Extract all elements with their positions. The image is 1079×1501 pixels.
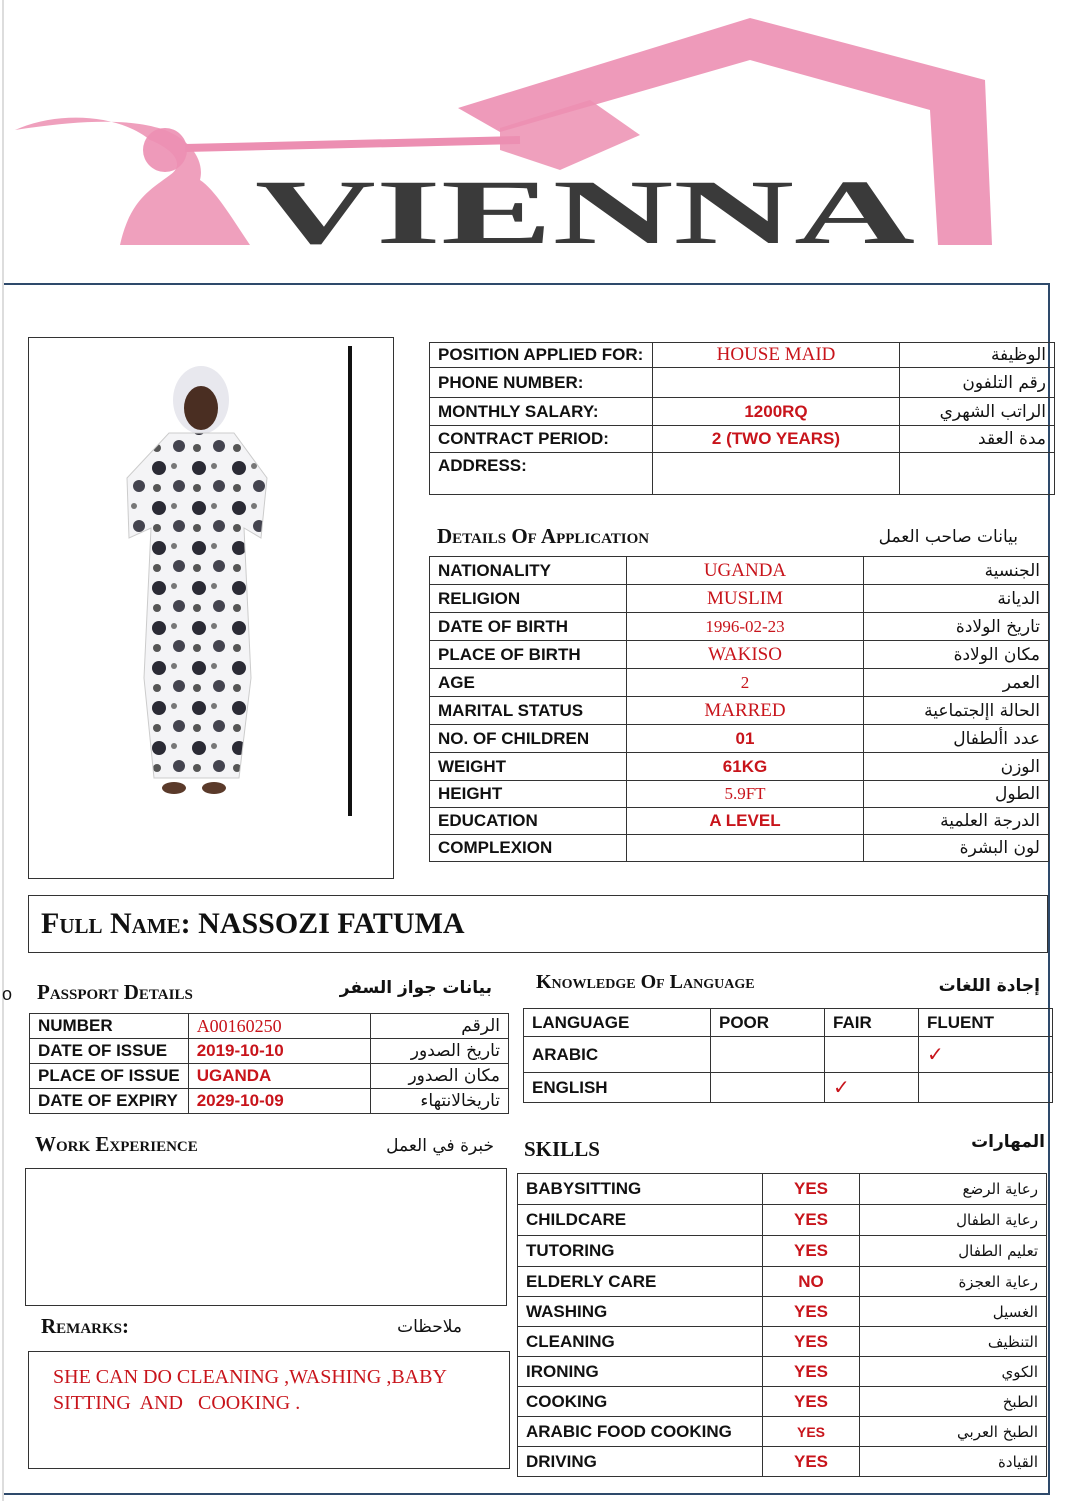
work-heading: Work Experience bbox=[35, 1132, 198, 1156]
complexion-value bbox=[627, 835, 864, 862]
details-heading-ar: بيانات صاحب العمل bbox=[878, 527, 1018, 547]
remarks-heading: Remarks: bbox=[41, 1314, 129, 1338]
table-row bbox=[30, 1064, 509, 1089]
remarks-line-1: SHE CAN DO CLEANING ,WASHING ,BABY bbox=[53, 1366, 447, 1388]
table-row bbox=[430, 613, 1049, 641]
page-bottom-rule bbox=[4, 1493, 1050, 1495]
table-row bbox=[30, 1014, 509, 1039]
position-ar: الوظيفة bbox=[900, 343, 1055, 368]
table-row bbox=[518, 1447, 1047, 1477]
table-row bbox=[30, 1089, 509, 1114]
contract-label: CONTRACT PERIOD: bbox=[430, 426, 653, 453]
passport-heading-ar: بيانات جواز السفر bbox=[339, 978, 492, 998]
children-ar: عدد األطفال bbox=[864, 725, 1049, 753]
skill-value: YES bbox=[763, 1236, 860, 1267]
address-value bbox=[653, 453, 900, 495]
passport-heading: Passport Details bbox=[37, 980, 193, 1004]
position-table bbox=[429, 342, 1055, 495]
skill-label: IRONING bbox=[518, 1357, 763, 1387]
table-row bbox=[430, 781, 1049, 808]
language-table bbox=[523, 1008, 1053, 1103]
education-ar: الدرجة العلمية bbox=[864, 808, 1049, 835]
table-row bbox=[30, 1039, 509, 1064]
weight-label: WEIGHT bbox=[430, 753, 627, 781]
lang-arabic-poor bbox=[711, 1037, 825, 1073]
issue-place-value: UGANDA bbox=[188, 1064, 370, 1089]
table-row bbox=[430, 453, 1055, 495]
skill-label: DRIVING bbox=[518, 1447, 763, 1477]
logo-brand-text: VIENNA bbox=[255, 161, 915, 263]
table-row bbox=[430, 725, 1049, 753]
pob-value: WAKISO bbox=[627, 641, 864, 669]
details-heading: Details Of Application bbox=[437, 524, 650, 548]
skill-label: CHILDCARE bbox=[518, 1205, 763, 1236]
salary-label: MONTHLY SALARY: bbox=[430, 398, 653, 426]
lang-english: ENGLISH bbox=[524, 1073, 711, 1103]
lang-col-poor: POOR bbox=[711, 1009, 825, 1037]
lang-col-fair: FAIR bbox=[825, 1009, 919, 1037]
expiry-value: 2029-10-09 bbox=[188, 1089, 370, 1114]
lang-english-fluent bbox=[919, 1073, 1053, 1103]
passport-number-value: A00160250 bbox=[188, 1014, 370, 1039]
religion-label: RELIGION bbox=[430, 585, 627, 613]
lang-english-poor bbox=[711, 1073, 825, 1103]
contract-ar: مدة العقد bbox=[900, 426, 1055, 453]
phone-ar: رقم التلفون bbox=[900, 368, 1055, 398]
skill-value: YES bbox=[763, 1174, 860, 1205]
age-value: 2 bbox=[627, 669, 864, 697]
salary-value: 1200RQ bbox=[653, 398, 900, 426]
passport-table bbox=[29, 1013, 509, 1114]
skill-value: NO bbox=[763, 1267, 860, 1297]
table-row bbox=[518, 1297, 1047, 1327]
height-value: 5.9FT bbox=[627, 781, 864, 808]
work-heading-ar: خبرة في العمل bbox=[386, 1136, 494, 1156]
skill-label: COOKING bbox=[518, 1387, 763, 1417]
table-row bbox=[430, 641, 1049, 669]
issue-place-label: PLACE OF ISSUE bbox=[30, 1064, 189, 1089]
children-value: 01 bbox=[627, 725, 864, 753]
skill-value: YES bbox=[763, 1387, 860, 1417]
dob-label: DATE OF BIRTH bbox=[430, 613, 627, 641]
skill-label: WASHING bbox=[518, 1297, 763, 1327]
children-label: NO. OF CHILDREN bbox=[430, 725, 627, 753]
complexion-label: COMPLEXION bbox=[430, 835, 627, 862]
phone-value bbox=[653, 368, 900, 398]
table-row bbox=[518, 1357, 1047, 1387]
marital-label: MARITAL STATUS bbox=[430, 697, 627, 725]
table-row bbox=[430, 343, 1055, 368]
table-row bbox=[430, 368, 1055, 398]
lang-arabic: ARABIC bbox=[524, 1037, 711, 1073]
table-row bbox=[430, 753, 1049, 781]
pob-label: PLACE OF BIRTH bbox=[430, 641, 627, 669]
expiry-ar: تاريخالانتهاء bbox=[370, 1089, 508, 1114]
table-row bbox=[518, 1267, 1047, 1297]
nationality-value: UGANDA bbox=[627, 557, 864, 585]
table-row bbox=[430, 697, 1049, 725]
height-ar: الطول bbox=[864, 781, 1049, 808]
skills-heading-ar: المهارات bbox=[971, 1132, 1045, 1152]
contract-value: 2 (TWO YEARS) bbox=[653, 426, 900, 453]
pob-ar: مكان الولادة bbox=[864, 641, 1049, 669]
age-label: AGE bbox=[430, 669, 627, 697]
remarks-box bbox=[28, 1351, 510, 1469]
skills-table bbox=[517, 1173, 1047, 1477]
position-value: HOUSE MAID bbox=[653, 343, 900, 368]
skill-ar: رعاية الرضع bbox=[860, 1174, 1047, 1205]
applicant-photo bbox=[28, 337, 394, 879]
table-row bbox=[518, 1236, 1047, 1267]
skill-ar: الكوي bbox=[860, 1357, 1047, 1387]
skill-label: ARABIC FOOD COOKING bbox=[518, 1417, 763, 1447]
nationality-label: NATIONALITY bbox=[430, 557, 627, 585]
skill-value: YES bbox=[763, 1447, 860, 1477]
salary-ar: الراتب الشهري bbox=[900, 398, 1055, 426]
language-heading: Knowledge Of Language bbox=[536, 971, 755, 993]
table-row bbox=[430, 808, 1049, 835]
lang-col-language: LANGUAGE bbox=[524, 1009, 711, 1037]
remarks-heading-ar: ملاحظات bbox=[397, 1317, 462, 1337]
page-top-rule bbox=[4, 283, 1050, 285]
marital-ar: الحالة اإلجتماعية bbox=[864, 697, 1049, 725]
table-row bbox=[518, 1417, 1047, 1447]
table-row bbox=[430, 426, 1055, 453]
position-label: POSITION APPLIED FOR: bbox=[430, 343, 653, 368]
table-row bbox=[430, 557, 1049, 585]
table-row bbox=[518, 1387, 1047, 1417]
skill-value: YES bbox=[763, 1297, 860, 1327]
issue-date-value: 2019-10-10 bbox=[188, 1039, 370, 1064]
issue-date-ar: تاريخ الصدور bbox=[370, 1039, 508, 1064]
lang-english-fair: ✓ bbox=[825, 1073, 919, 1103]
skill-value: YES bbox=[763, 1205, 860, 1236]
skill-label: ELDERLY CARE bbox=[518, 1267, 763, 1297]
passport-number-label: NUMBER bbox=[30, 1014, 189, 1039]
skill-ar: الغسيل bbox=[860, 1297, 1047, 1327]
details-table bbox=[429, 556, 1049, 862]
height-label: HEIGHT bbox=[430, 781, 627, 808]
table-row bbox=[430, 835, 1049, 862]
religion-value: MUSLIM bbox=[627, 585, 864, 613]
table-row bbox=[518, 1327, 1047, 1357]
skill-label: CLEANING bbox=[518, 1327, 763, 1357]
phone-label: PHONE NUMBER: bbox=[430, 368, 653, 398]
skill-ar: الطبخ bbox=[860, 1387, 1047, 1417]
weight-ar: الوزن bbox=[864, 753, 1049, 781]
address-ar bbox=[900, 453, 1055, 495]
full-name: Full Name: NASSOZI FATUMA bbox=[41, 907, 465, 940]
issue-date-label: DATE OF ISSUE bbox=[30, 1039, 189, 1064]
margin-mark: o bbox=[2, 984, 13, 1004]
table-row bbox=[430, 585, 1049, 613]
dob-ar: تاريخ الولادة bbox=[864, 613, 1049, 641]
education-value: A LEVEL bbox=[627, 808, 864, 835]
skill-ar: رعاية الطفال bbox=[860, 1205, 1047, 1236]
skill-value: YES bbox=[763, 1327, 860, 1357]
education-label: EDUCATION bbox=[430, 808, 627, 835]
table-row bbox=[430, 669, 1049, 697]
skill-ar: القيادة bbox=[860, 1447, 1047, 1477]
table-row bbox=[524, 1009, 1053, 1037]
language-heading-ar: إجادة اللغات bbox=[938, 976, 1040, 996]
address-label: ADDRESS: bbox=[430, 453, 653, 495]
skills-heading: SKILLS bbox=[524, 1137, 600, 1161]
table-row bbox=[518, 1205, 1047, 1236]
lang-col-fluent: FLUENT bbox=[919, 1009, 1053, 1037]
passport-number-ar: الرقم bbox=[370, 1014, 508, 1039]
dob-value: 1996-02-23 bbox=[627, 613, 864, 641]
page-left-rule bbox=[2, 0, 4, 1501]
expiry-label: DATE OF EXPIRY bbox=[30, 1089, 189, 1114]
issue-place-ar: مكان الصدور bbox=[370, 1064, 508, 1089]
weight-value: 61KG bbox=[627, 753, 864, 781]
religion-ar: الديانة bbox=[864, 585, 1049, 613]
table-row bbox=[524, 1073, 1053, 1103]
skill-ar: التنظيف bbox=[860, 1327, 1047, 1357]
skill-value: YES bbox=[763, 1357, 860, 1387]
work-experience-box bbox=[25, 1168, 507, 1306]
table-row bbox=[430, 398, 1055, 426]
skill-label: BABYSITTING bbox=[518, 1174, 763, 1205]
nationality-ar: الجنسية bbox=[864, 557, 1049, 585]
age-ar: العمر bbox=[864, 669, 1049, 697]
marital-value: MARRED bbox=[627, 697, 864, 725]
skill-label: TUTORING bbox=[518, 1236, 763, 1267]
table-row bbox=[518, 1174, 1047, 1205]
skill-ar: الطبخ العربي bbox=[860, 1417, 1047, 1447]
lang-arabic-fluent: ✓ bbox=[919, 1037, 1053, 1073]
complexion-ar: لون البشرة bbox=[864, 835, 1049, 862]
skill-ar: رعاية العجزة bbox=[860, 1267, 1047, 1297]
skill-value: YES bbox=[763, 1417, 860, 1447]
remarks-line-2: SITTING AND COOKING . bbox=[53, 1392, 301, 1414]
table-row bbox=[524, 1037, 1053, 1073]
vienna-logo bbox=[0, 0, 1079, 285]
lang-arabic-fair bbox=[825, 1037, 919, 1073]
full-name-box bbox=[28, 895, 1048, 953]
skill-ar: تعليم الطفال bbox=[860, 1236, 1047, 1267]
